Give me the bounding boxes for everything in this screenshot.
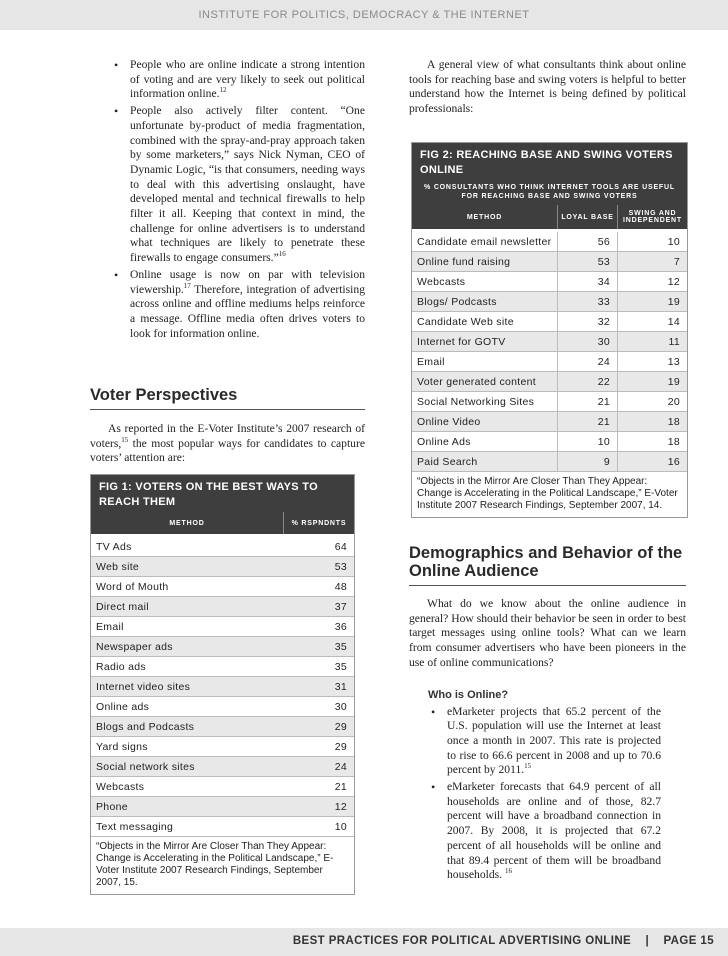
row-swing: 14 [617, 312, 687, 331]
table-row [412, 252, 687, 272]
row-loyal: 9 [557, 452, 617, 471]
table-row [412, 352, 687, 372]
top-banner [0, 0, 728, 30]
row-method: Email [96, 620, 124, 633]
footer-bar [0, 928, 728, 956]
row-swing: 18 [617, 432, 687, 451]
table-row [91, 697, 354, 717]
row-method: Online Ads [417, 435, 471, 448]
list-item: • People who are online indicate a strong intention of voting and are very likely to seek out political information online.$^{12}$ [130, 58, 365, 102]
row-value: 64 [334, 540, 347, 553]
right-intro-paragraph: A general view of what consultants think about online tools for reaching base and swing voters is helpful to better understand how the Internet is being defined by political professionals: [409, 58, 686, 116]
row-swing: 19 [617, 372, 687, 391]
row-method: Word of Mouth [96, 580, 169, 593]
table-row [91, 577, 354, 597]
row-value: 48 [334, 580, 347, 593]
row-swing: 12 [617, 272, 687, 291]
row-method: Voter generated content [417, 375, 536, 388]
section-heading-demographics: Demographics and Behavior of the Online Audience [409, 544, 686, 586]
row-method: Social Networking Sites [417, 395, 535, 408]
left-bullet-list [130, 58, 365, 341]
row-value: 31 [334, 680, 347, 693]
row-method: Internet for GOTV [417, 335, 506, 348]
subheading-who-is-online: Who is Online? [428, 688, 509, 701]
table-row [412, 392, 687, 412]
right-bullet-list [447, 705, 661, 883]
left-column [90, 58, 365, 343]
row-loyal: 10 [557, 432, 617, 451]
table-row [412, 372, 687, 392]
fig2-col-method: METHOD [466, 213, 503, 221]
demographics-section [409, 544, 686, 885]
row-loyal: 21 [557, 412, 617, 431]
row-value: 29 [334, 720, 347, 733]
list-item: • eMarketer forecasts that 64.9 percent of all households are online and of those, 82.7 percent will have a broadband connection in 2007. By 2008, it is projected that 67.2 percent of all households will be online and that 89.4 percent of them will be broadband households. $^{16}$ [447, 780, 661, 883]
table-row [412, 312, 687, 332]
row-method: Candidate Web site [417, 315, 514, 328]
table-row [91, 677, 354, 697]
row-swing: 16 [617, 452, 687, 471]
table-row [412, 412, 687, 432]
row-loyal: 34 [557, 272, 617, 291]
row-swing: 20 [617, 392, 687, 411]
row-swing: 13 [617, 352, 687, 371]
fig1-table [90, 474, 355, 895]
row-method: Webcasts [96, 780, 145, 793]
row-method: Paid Search [417, 455, 478, 468]
demographics-paragraph: What do we know about the online audience in general? How should their behavior be seen in order to best target messages using online tools? What can we learn from consumer advertisers who have been pioneers in the use of online communications? [409, 597, 686, 669]
footer-text: BEST PRACTICES FOR POLITICAL ADVERTISING ONLINE | PAGE 15 [292, 935, 714, 947]
row-swing: 7 [617, 252, 687, 271]
table-row [412, 272, 687, 292]
row-method: Blogs and Podcasts [96, 720, 195, 733]
row-loyal: 53 [557, 252, 617, 271]
table-row [91, 537, 354, 557]
table-row [91, 817, 354, 837]
row-loyal: 30 [557, 332, 617, 351]
row-loyal: 56 [557, 232, 617, 251]
table-row [91, 637, 354, 657]
fig1-title: FIG 1: VOTERS ON THE BEST WAYS TO REACH THEM [91, 475, 354, 512]
table-row [412, 332, 687, 352]
list-item: • Online usage is now on par with television viewership.$^{17}$ Therefore, integration of advertising across online and offline mediums helps reinforce a message. Offline media often drives voters to look for information online. [130, 268, 365, 342]
row-method: Yard signs [96, 740, 148, 753]
row-swing: 18 [617, 412, 687, 431]
row-method: Text messaging [96, 820, 174, 833]
row-value: 30 [334, 700, 347, 713]
row-value: 35 [334, 640, 347, 653]
list-item: • People also actively filter content. “One unfortunate by-product of media fragmentation, combined with the spray-and-pray approach taken by some marketers,” says Nick Nyman, CEO of Dynamic Logic, “is that consumers, needing ways to deal with this advertising onslaught, have developed mental and technical firewalls to help filter it all. Keeping that context in mind, the challenge for online advertisers is to understand what techniques are likely to penetrate these firewalls to engage consumers.”$^{16}$ [130, 104, 365, 266]
row-swing: 19 [617, 292, 687, 311]
table-row [91, 737, 354, 757]
table-row [412, 292, 687, 312]
row-method: Social network sites [96, 760, 195, 773]
fig2-source: “Objects in the Mirror Are Closer Than They Appear: Change is Accelerating in the Political Landscape,” E-Voter Institute 2007 Research Findings, September 2007, 14. [417, 476, 678, 511]
table-row [91, 597, 354, 617]
fig2-col-loyal: LOYAL BASE [557, 205, 617, 229]
row-method: Web site [96, 560, 140, 573]
row-method: Webcasts [417, 275, 466, 288]
table-row [412, 432, 687, 452]
fig2-title: FIG 2: REACHING BASE AND SWING VOTERS ONLINE [412, 143, 687, 180]
right-column-intro [409, 58, 686, 117]
list-item: • eMarketer projects that 65.2 percent of the U.S. population will use the Internet at least once a month in 2007. This rate is projected to rise to 66.6 percent in 2008 and up to 70.6 percent by 2011.15 [447, 705, 661, 779]
row-value: 36 [334, 620, 347, 633]
fig1-source: “Objects in the Mirror Are Closer Than They Appear: Change is Accelerating in the Political Landscape,” E-Voter Institute 2007 Research Findings, September 2007, 15. [96, 841, 334, 888]
fig1-col-method: METHOD [169, 519, 205, 527]
fig1-header-row [91, 512, 354, 534]
section-heading-voter-perspectives: Voter Perspectives [90, 386, 365, 410]
row-value: 37 [334, 600, 347, 613]
row-loyal: 22 [557, 372, 617, 391]
row-value: 21 [334, 780, 347, 793]
fig2-header-row [412, 205, 687, 229]
row-swing: 11 [617, 332, 687, 351]
row-value: 24 [334, 760, 347, 773]
fig2-col-swing: SWING AND INDEPENDENT [617, 205, 687, 229]
row-method: Blogs/ Podcasts [417, 295, 497, 308]
fig2-rows [412, 232, 687, 472]
table-row [91, 557, 354, 577]
row-loyal: 24 [557, 352, 617, 371]
table-row [91, 797, 354, 817]
row-method: Newspaper ads [96, 640, 173, 653]
row-value: 35 [334, 660, 347, 673]
fig2-table [411, 142, 688, 518]
table-row [91, 757, 354, 777]
table-row [91, 617, 354, 637]
table-row [91, 717, 354, 737]
fig1-rows [91, 537, 354, 837]
voter-perspectives-section [90, 386, 365, 466]
row-value: 12 [334, 800, 347, 813]
row-swing: 10 [617, 232, 687, 251]
row-method: Online ads [96, 700, 150, 713]
row-value: 10 [334, 820, 347, 833]
fig2-subtitle: % CONSULTANTS WHO THINK INTERNET TOOLS ARE USEFUL FOR REACHING BASE AND SWING VOTERS [412, 180, 687, 205]
row-method: Direct mail [96, 600, 149, 613]
row-method: TV Ads [96, 540, 132, 553]
row-value: 53 [334, 560, 347, 573]
row-loyal: 32 [557, 312, 617, 331]
row-method: Internet video sites [96, 680, 191, 693]
row-method: Online fund raising [417, 255, 511, 268]
row-loyal: 21 [557, 392, 617, 411]
row-method: Phone [96, 800, 128, 813]
row-method: Radio ads [96, 660, 146, 673]
table-row [91, 777, 354, 797]
row-method: Email [417, 355, 445, 368]
voter-perspectives-intro: As reported in the E-Voter Institute’s 2007 research of voters,$^{15}$ the most popular ways for candidates to capture voters’ attention are: [90, 422, 365, 465]
row-method: Candidate email newsletter [417, 235, 552, 248]
table-row [412, 232, 687, 252]
row-value: 29 [334, 740, 347, 753]
fig1-col-value: % RSPNDNTS [283, 512, 354, 534]
header-text: INSTITUTE FOR POLITICS, DEMOCRACY & THE INTERNET [198, 9, 530, 21]
row-loyal: 33 [557, 292, 617, 311]
table-row [91, 657, 354, 677]
table-row [412, 452, 687, 472]
row-method: Online Video [417, 415, 481, 428]
